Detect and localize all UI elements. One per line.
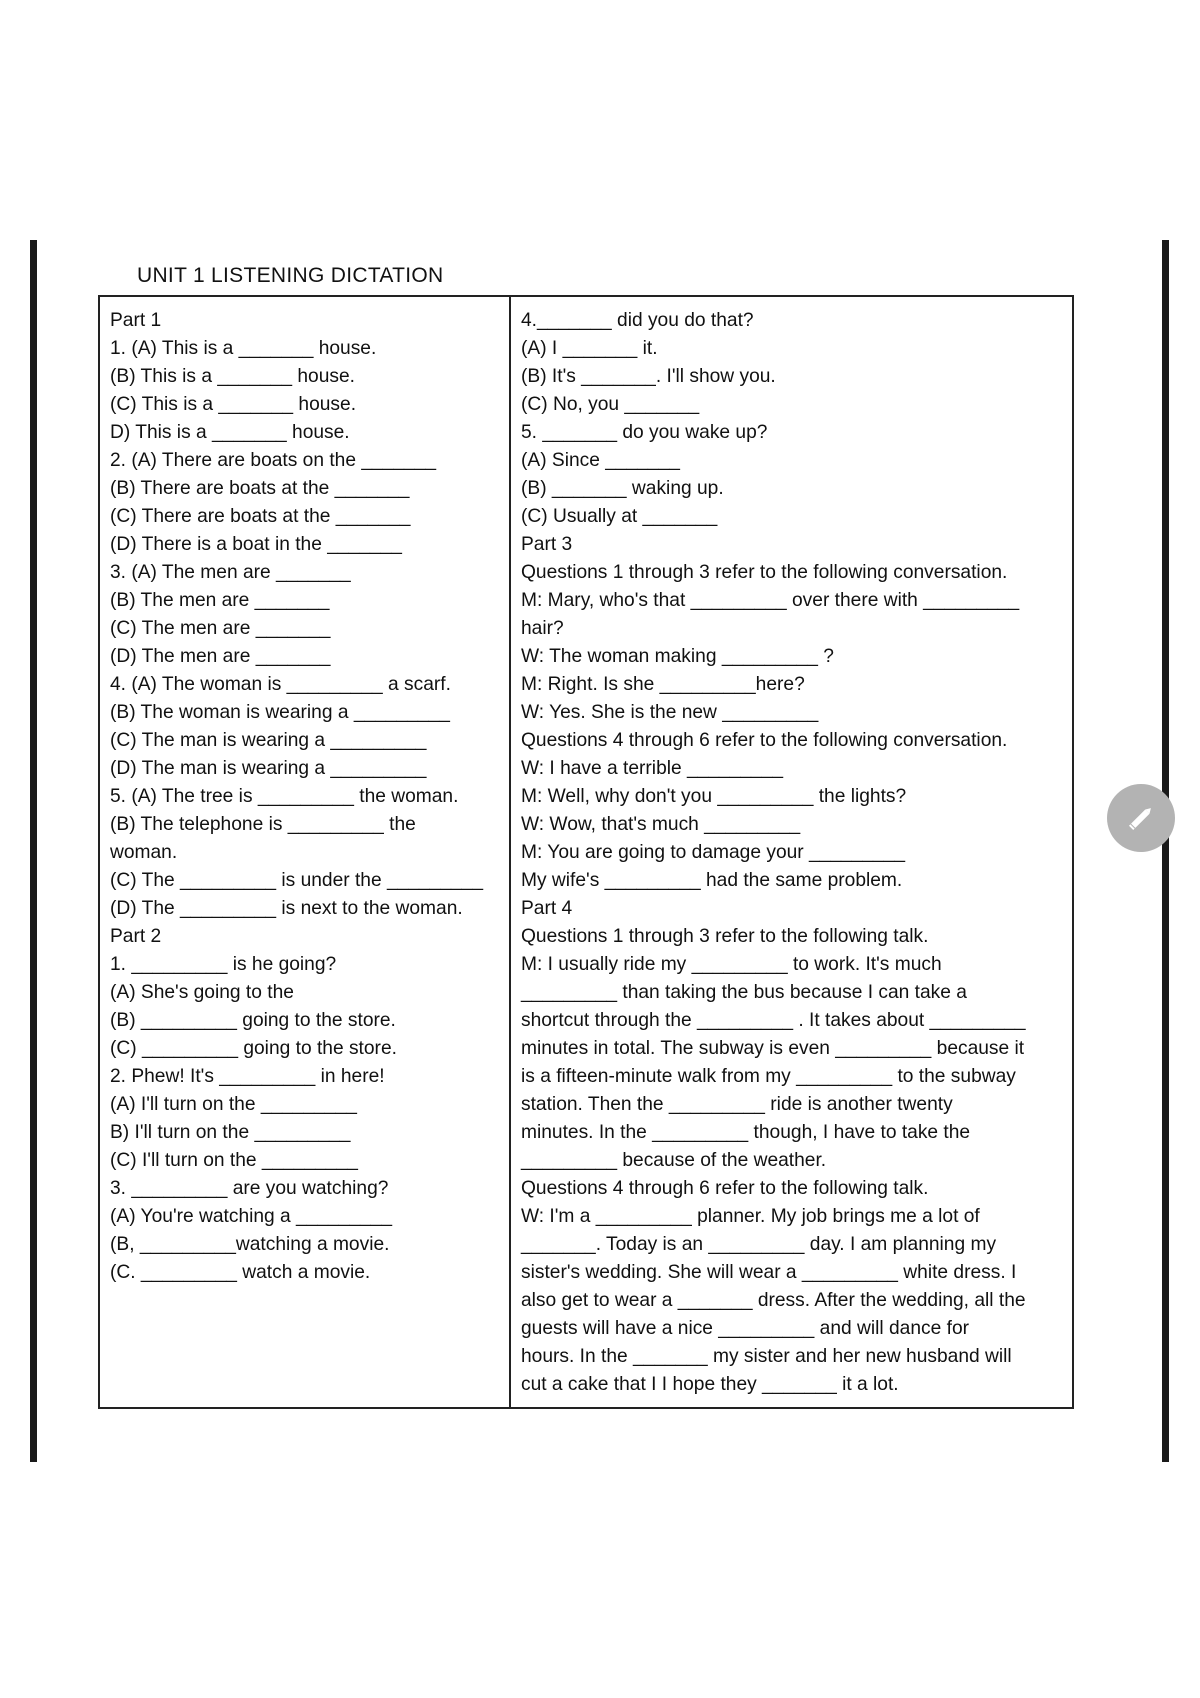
left-column-line: (C) The man is wearing a _________ [110,730,427,751]
right-column-line: W: I have a terrible _________ [521,758,784,779]
left-column-line: (A) I'll turn on the _________ [110,1094,357,1115]
right-column-line: minutes in total. The subway is even _________ because it [521,1038,1025,1059]
right-column-line: Part 4 [521,898,573,919]
right-column-line: W: Wow, that's much _________ [521,814,801,835]
right-column-line: M: Well, why don't you _________ the lights? [521,786,907,807]
right-column-line: M: You are going to damage your _________ [521,842,906,863]
right-column [511,297,1072,1407]
right-column-line: hair? [521,618,564,639]
left-column-line: (B) There are boats at the _______ [110,478,410,499]
left-column-line: Part 1 [110,310,162,331]
right-column-line: M: Mary, who's that _________ over there with _________ [521,590,1020,611]
right-column-line: minutes. In the _________ though, I have to take the [521,1122,971,1143]
left-column-line: 5. (A) The tree is _________ the woman. [110,786,459,807]
right-column-line: is a fifteen-minute walk from my _________ to the subway [521,1066,1016,1087]
left-column-line: 1. _________ is he going? [110,954,337,975]
right-column-line: _________ because of the weather. [521,1150,827,1171]
right-column-line: (C) No, you _______ [521,394,700,415]
right-column-line: 4._______ did you do that? [521,310,754,331]
right-column-line: W: I'm a _________ planner. My job brings me a lot of [521,1206,980,1227]
left-column-line: 2. (A) There are boats on the _______ [110,450,437,471]
left-column-line: (D) There is a boat in the _______ [110,534,402,555]
left-column-line: (B, _________watching a movie. [110,1234,390,1255]
right-column-line: shortcut through the _________ . It takes about _________ [521,1010,1026,1031]
left-column-line: (C) This is a _______ house. [110,394,357,415]
right-column-line: guests will have a nice _________ and will dance for [521,1318,970,1339]
left-column-line: (C. _________ watch a movie. [110,1262,371,1283]
left-column-line: (A) She's going to the [110,982,294,1003]
left-column-line: B) I'll turn on the _________ [110,1122,351,1143]
left-column-line: 3. _________ are you watching? [110,1178,389,1199]
left-column-line: (B) The woman is wearing a _________ [110,702,450,723]
left-column-line: (A) You're watching a _________ [110,1206,393,1227]
left-column-line: woman. [110,842,178,863]
right-column-line: M: I usually ride my _________ to work. It's much [521,954,942,975]
right-column-line: _______. Today is an _________ day. I am planning my [521,1234,997,1255]
left-column-line: (B) _________ going to the store. [110,1010,396,1031]
right-column-line: (A) Since _______ [521,450,680,471]
right-column-line: sister's wedding. She will wear a _________ white dress. I [521,1262,1017,1283]
left-column-line: Part 2 [110,926,162,947]
left-column-line: 4. (A) The woman is _________ a scarf. [110,674,451,695]
left-column-line: 1. (A) This is a _______ house. [110,338,377,359]
right-edge-bar [1162,240,1169,1462]
right-column-line: Questions 4 through 6 refer to the following conversation. [521,730,1008,751]
pencil-icon [1123,800,1159,836]
right-column-line: My wife's _________ had the same problem. [521,870,903,891]
left-column-line: (C) _________ going to the store. [110,1038,397,1059]
right-column-line: 5. _______ do you wake up? [521,422,768,443]
right-column-line: also get to wear a _______ dress. After the wedding, all the [521,1290,1026,1311]
right-column-line: (B) _______ waking up. [521,478,724,499]
left-column-line: 2. Phew! It's _________ in here! [110,1066,385,1087]
right-column-line: Questions 1 through 3 refer to the following conversation. [521,562,1008,583]
left-column [100,297,511,1407]
right-column-line: W: The woman making _________ ? [521,646,834,667]
left-edge-bar [30,240,37,1462]
left-column-line: 3. (A) The men are _______ [110,562,351,583]
left-column-line: (B) The men are _______ [110,590,330,611]
right-column-line: (B) It's _______. I'll show you. [521,366,776,387]
left-column-line: (C) There are boats at the _______ [110,506,411,527]
left-column-line: (D) The men are _______ [110,646,331,667]
right-column-line: (C) Usually at _______ [521,506,718,527]
worksheet-table [98,295,1074,1409]
right-column-line: M: Right. Is she _________here? [521,674,805,695]
right-column-line: Questions 4 through 6 refer to the following talk. [521,1178,929,1199]
left-column-line: (C) The men are _______ [110,618,331,639]
right-column-line: Questions 1 through 3 refer to the following talk. [521,926,929,947]
left-column-line: (D) The _________ is next to the woman. [110,898,463,919]
left-column-line: (C) I'll turn on the _________ [110,1150,358,1171]
left-column-line: (D) The man is wearing a _________ [110,758,427,779]
left-column-line: (C) The _________ is under the _________ [110,870,484,891]
right-column-line: hours. In the _______ my sister and her new husband will [521,1346,1012,1367]
left-column-line: (B) The telephone is _________ the [110,814,416,835]
left-column-line: (B) This is a _______ house. [110,366,355,387]
worksheet-title: UNIT 1 LISTENING DICTATION [137,264,444,287]
right-column-line: Part 3 [521,534,573,555]
right-column-line: W: Yes. She is the new _________ [521,702,819,723]
left-column-line: D) This is a _______ house. [110,422,350,443]
right-column-line: _________ than taking the bus because I can take a [521,982,967,1003]
right-column-line: (A) I _______ it. [521,338,658,359]
edit-button[interactable] [1107,784,1175,852]
right-column-line: cut a cake that I I hope they _______ it a lot. [521,1374,899,1395]
right-column-line: station. Then the _________ ride is another twenty [521,1094,953,1115]
